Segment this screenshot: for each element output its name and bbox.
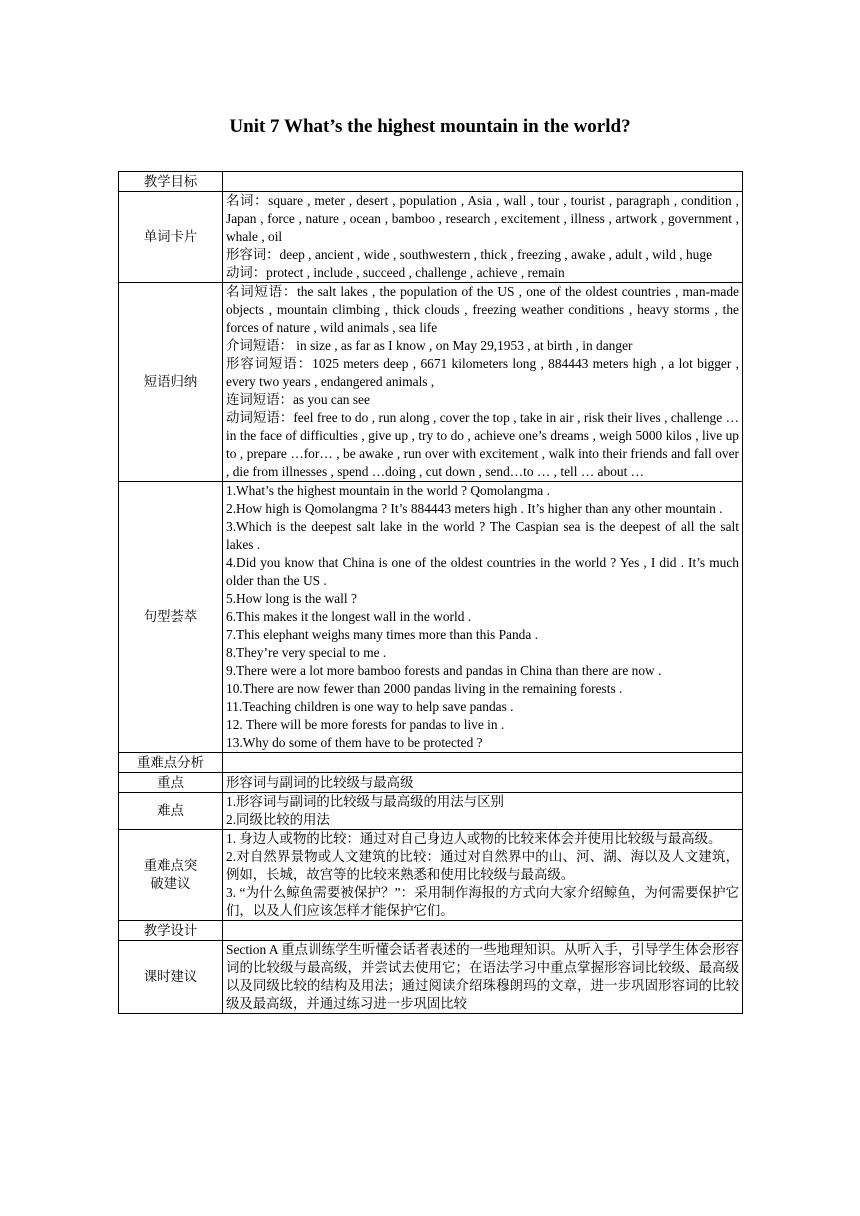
- sentence-item: 12. There will be more forests for pandas to live in .: [226, 717, 505, 732]
- content-key-point: 形容词与副词的比较级与最高级: [223, 773, 743, 793]
- content-teaching-goals: [223, 172, 743, 192]
- document-title: Unit 7 What’s the highest mountain in the world?: [229, 116, 631, 137]
- phrases-preposition: 介词短语： in size , as far as I know , on May 29,1953 , at birth , in danger: [226, 338, 633, 353]
- row-key-analysis: [119, 753, 743, 773]
- sentence-item: 11.Teaching children is one way to help save pandas .: [226, 699, 514, 714]
- content-key-analysis: [223, 753, 743, 773]
- phrases-adjective: 形容词短语：1025 meters deep , 6671 kilometers long , 884443 meters high , a lot bigger , every two years , endangered animals ,: [226, 356, 739, 389]
- sentence-item: 4.Did you know that China is one of the oldest countries in the world ? Yes , I did . It’s much older than the US .: [226, 555, 739, 588]
- row-difficult-point: [119, 793, 743, 830]
- sentence-item: 9.There were a lot more bamboo forests and pandas in China than there are now .: [226, 663, 662, 678]
- label-vocabulary: 单词卡片: [119, 192, 223, 283]
- label-key-analysis: 重难点分析: [119, 753, 223, 773]
- label-key-point: 重点: [119, 773, 223, 793]
- row-sentences: [119, 482, 743, 753]
- sentence-item: 6.This makes it the longest wall in the world .: [226, 609, 472, 624]
- label-teaching-design: 教学设计: [119, 921, 223, 941]
- label-difficult-point: 难点: [119, 793, 223, 830]
- sentence-item: 13.Why do some of them have to be protected ?: [226, 735, 483, 750]
- content-vocabulary: [223, 192, 743, 283]
- content-difficult-point: [223, 793, 743, 830]
- sentence-item: 10.There are now fewer than 2000 pandas living in the remaining forests .: [226, 681, 623, 696]
- difficult-item: 1.形容词与副词的比较级与最高级的用法与区别: [226, 794, 504, 809]
- label-breakthrough-suggestions: [119, 830, 223, 921]
- content-class-hours: Section A 重点训练学生听懂会话者表述的一些地理知识。从听入手，引导学生体会形容词的比较级与最高级，并尝试去使用它；在语法学习中重点掌握形容词比较级、最高级以及同级比较的结构及用法；通过阅读介绍珠穆朗玛的文章，进一步巩固形容词的比较级及最高级，并通过练习进一步巩固比较: [223, 941, 743, 1014]
- row-key-point: [119, 773, 743, 793]
- label-phrases: 短语归纳: [119, 283, 223, 482]
- vocab-verbs: 动词：protect , include , succeed , challenge , achieve , remain: [226, 265, 565, 280]
- sentence-item: 8.They’re very special to me .: [226, 645, 387, 660]
- phrases-verb: 动词短语：feel free to do , run along , cover the top , take in air , risk their lives , challenge …in the face of difficulties , give up , try to do , achieve one’s dreams , weigh 5000 kilos , live up to , prepare …for… , be awake , run over with excitement , walk into their friends and fall over , die from illnesses , spend …doing , cut down , send…to … , tell … about …: [226, 410, 739, 479]
- phrases-conjunction: 连词短语：as you can see: [226, 392, 370, 407]
- label-line: 破建议: [150, 876, 191, 891]
- sentence-item: 2.How high is Qomolangma ? It’s 884443 meters high . It’s higher than any other mountain .: [226, 501, 723, 516]
- label-teaching-goals: 教学目标: [119, 172, 223, 192]
- lesson-plan-table: [118, 171, 743, 1014]
- content-teaching-design: [223, 921, 743, 941]
- row-teaching-design: [119, 921, 743, 941]
- suggestion-item: 1. 身边人或物的比较：通过对自己身边人或物的比较来体会并使用比较级与最高级。: [226, 831, 722, 846]
- label-class-hours: 课时建议: [119, 941, 223, 1014]
- row-breakthrough-suggestions: [119, 830, 743, 921]
- content-sentences: [223, 482, 743, 753]
- sentence-item: 1.What’s the highest mountain in the world ? Qomolangma .: [226, 483, 550, 498]
- row-teaching-goals: [119, 172, 743, 192]
- row-phrases: [119, 283, 743, 482]
- difficult-item: 2.同级比较的用法: [226, 812, 330, 827]
- label-line: 重难点突: [143, 858, 198, 873]
- label-sentences: 句型荟萃: [119, 482, 223, 753]
- vocab-nouns: 名词：square , meter , desert , population , Asia , wall , tour , tourist , paragraph , condition , Japan , force , nature , ocean , bamboo , research , excitement , illness , artwork , government , whale , oil: [226, 193, 739, 244]
- row-class-hours: [119, 941, 743, 1014]
- sentence-item: 5.How long is the wall ?: [226, 591, 357, 606]
- phrases-noun: 名词短语：the salt lakes , the population of the US , one of the oldest countries , man-made objects , mountain climbing , thick clouds , freezing weather conditions , heavy storms , the forces of nature , wild animals , sea life: [226, 284, 739, 335]
- suggestion-item: 3. “为什么鲸鱼需要被保护？”：采用制作海报的方式向大家介绍鲸鱼，为何需要保护它们，以及人们应该怎样才能保护它们。: [226, 885, 739, 918]
- suggestion-item: 2.对自然界景物或人文建筑的比较：通过对自然界中的山、河、湖、海以及人文建筑，例如，长城，故宫等的比较来熟悉和使用比较级与最高级。: [226, 849, 739, 882]
- row-vocabulary: [119, 192, 743, 283]
- content-breakthrough-suggestions: [223, 830, 743, 921]
- content-phrases: [223, 283, 743, 482]
- sentence-item: 7.This elephant weighs many times more than this Panda .: [226, 627, 539, 642]
- sentence-item: 3.Which is the deepest salt lake in the world ? The Caspian sea is the deepest of all the salt lakes .: [226, 519, 739, 552]
- vocab-adjectives: 形容词：deep , ancient , wide , southwestern , thick , freezing , awake , adult , wild , huge: [226, 247, 713, 262]
